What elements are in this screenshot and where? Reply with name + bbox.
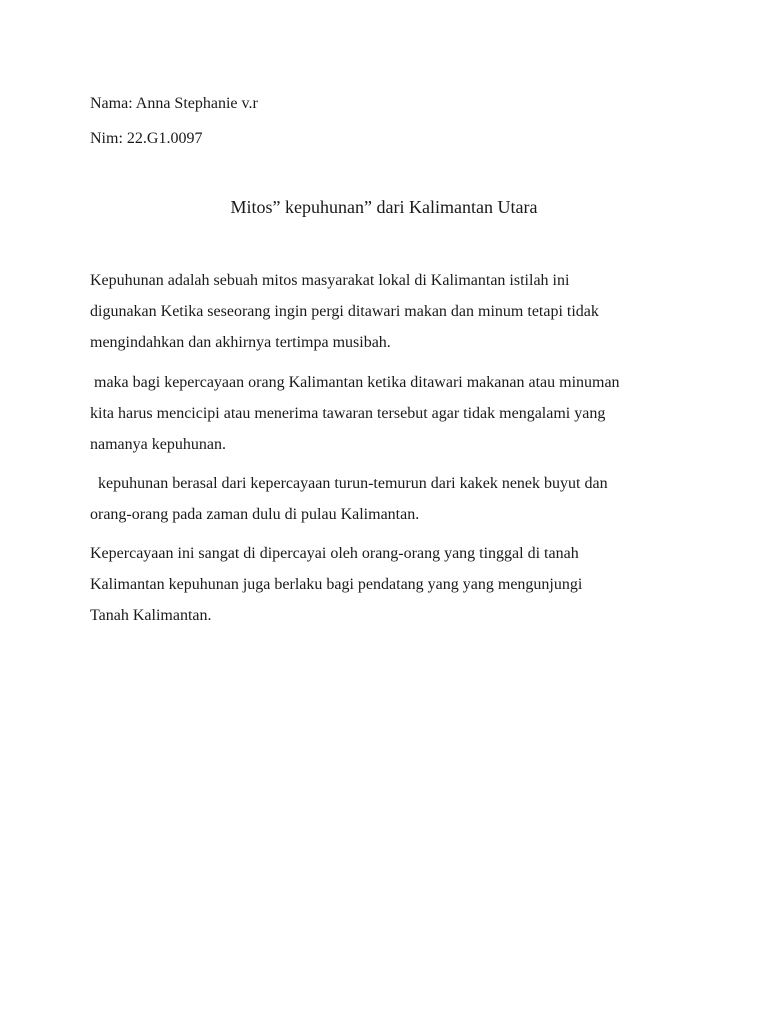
document-title: Mitos” kepuhunan” dari Kalimantan Utara	[230, 197, 538, 217]
paragraph-line: kita harus mencicipi atau menerima tawaran tersebut agar tidak mengalami yang	[90, 405, 606, 422]
student-nim: Nim: 22.G1.0097	[90, 130, 203, 147]
student-name: Nama: Anna Stephanie v.r	[90, 95, 258, 112]
paragraph-line: Kepercayaan ini sangat di dipercayai oleh orang-orang yang tinggal di tanah	[90, 545, 579, 562]
paragraph-line: Kalimantan kepuhunan juga berlaku bagi pendatang yang yang mengunjungi	[90, 576, 583, 593]
paragraph-line: kepuhunan berasal dari kepercayaan turun-temurun dari kakek nenek buyut dan	[90, 475, 608, 492]
paragraph-line: orang-orang pada zaman dulu di pulau Kalimantan.	[90, 506, 420, 523]
paragraph-line: namanya kepuhunan.	[90, 436, 226, 453]
paragraph-line: Kepuhunan adalah sebuah mitos masyarakat lokal di Kalimantan istilah ini	[90, 272, 570, 289]
paragraph-line: mengindahkan dan akhirnya tertimpa musibah.	[90, 334, 391, 351]
paragraph-line: maka bagi kepercayaan orang Kalimantan ketika ditawari makanan atau minuman	[90, 374, 620, 391]
paragraph-line: digunakan Ketika seseorang ingin pergi ditawari makan dan minum tetapi tidak	[90, 303, 599, 320]
paragraph-line: Tanah Kalimantan.	[90, 607, 212, 624]
